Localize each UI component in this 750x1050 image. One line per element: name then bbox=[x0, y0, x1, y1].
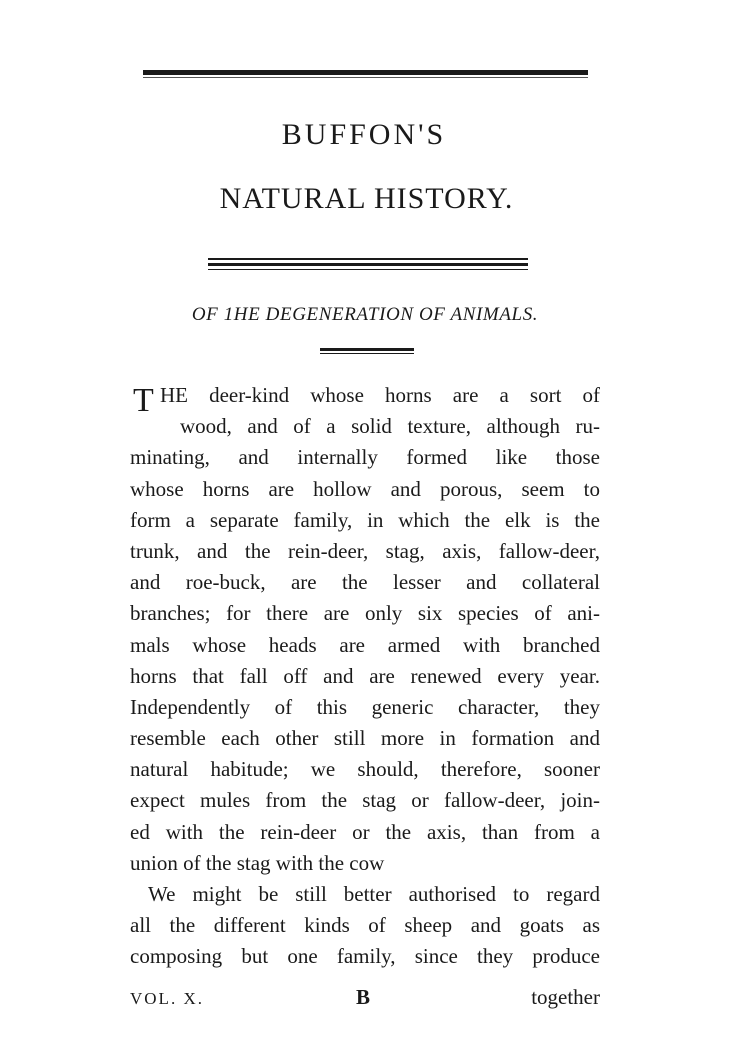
text-line: expect mules from the stag or fallow-deer, join- bbox=[130, 788, 600, 813]
text-line: minating, and internally formed like those bbox=[130, 445, 600, 470]
text-line: composing but one family, since they produce bbox=[130, 944, 600, 969]
top-rule-thin bbox=[143, 77, 588, 78]
text-line: form a separate family, in which the elk is the bbox=[130, 507, 600, 532]
text-line: resemble each other still more in formation and bbox=[130, 726, 600, 751]
title-line-1: BUFFON'S bbox=[281, 118, 447, 151]
catchword: together bbox=[531, 985, 600, 1009]
text-line: natural habitude; we should, therefore, sooner bbox=[130, 757, 600, 782]
signature-mark: B bbox=[356, 985, 371, 1009]
text-line: HE deer-kind whose horns are a sort of bbox=[160, 383, 600, 407]
text-line: horns that fall off and are renewed every year. bbox=[130, 663, 600, 688]
text-line: trunk, and the rein-deer, stag, axis, fallow-deer, bbox=[130, 538, 600, 563]
text-line: wood, and of a solid texture, although ru- bbox=[180, 414, 600, 439]
text-line: branches; for there are only six species of ani- bbox=[130, 601, 600, 626]
text-line: and roe-buck, are the lesser and collateral bbox=[130, 570, 600, 595]
text-line: We might be still better authorised to regard bbox=[148, 882, 600, 906]
short-rule bbox=[320, 348, 414, 351]
divider-rule bbox=[208, 263, 528, 266]
title-line-2: NATURAL HISTORY. bbox=[219, 182, 514, 215]
divider-rule bbox=[208, 269, 528, 270]
drop-cap: T bbox=[133, 382, 154, 419]
body-text bbox=[130, 380, 600, 973]
short-rule bbox=[320, 353, 414, 354]
text-line: union of the stag with the cow bbox=[130, 850, 385, 875]
volume-number: VOL. X. bbox=[130, 989, 204, 1008]
text-line: all the different kinds of sheep and goats as bbox=[130, 913, 600, 938]
text-line: whose horns are hollow and porous, seem to bbox=[130, 476, 600, 501]
top-rule bbox=[143, 70, 588, 75]
divider-rule bbox=[208, 258, 528, 260]
text-line: Independently of this generic character, they bbox=[130, 694, 600, 719]
text-line: mals whose heads are armed with branched bbox=[130, 632, 600, 657]
section-title: OF 1HE DEGENERATION OF ANIMALS. bbox=[191, 304, 539, 325]
text-line: ed with the rein-deer or the axis, than from a bbox=[130, 819, 600, 844]
